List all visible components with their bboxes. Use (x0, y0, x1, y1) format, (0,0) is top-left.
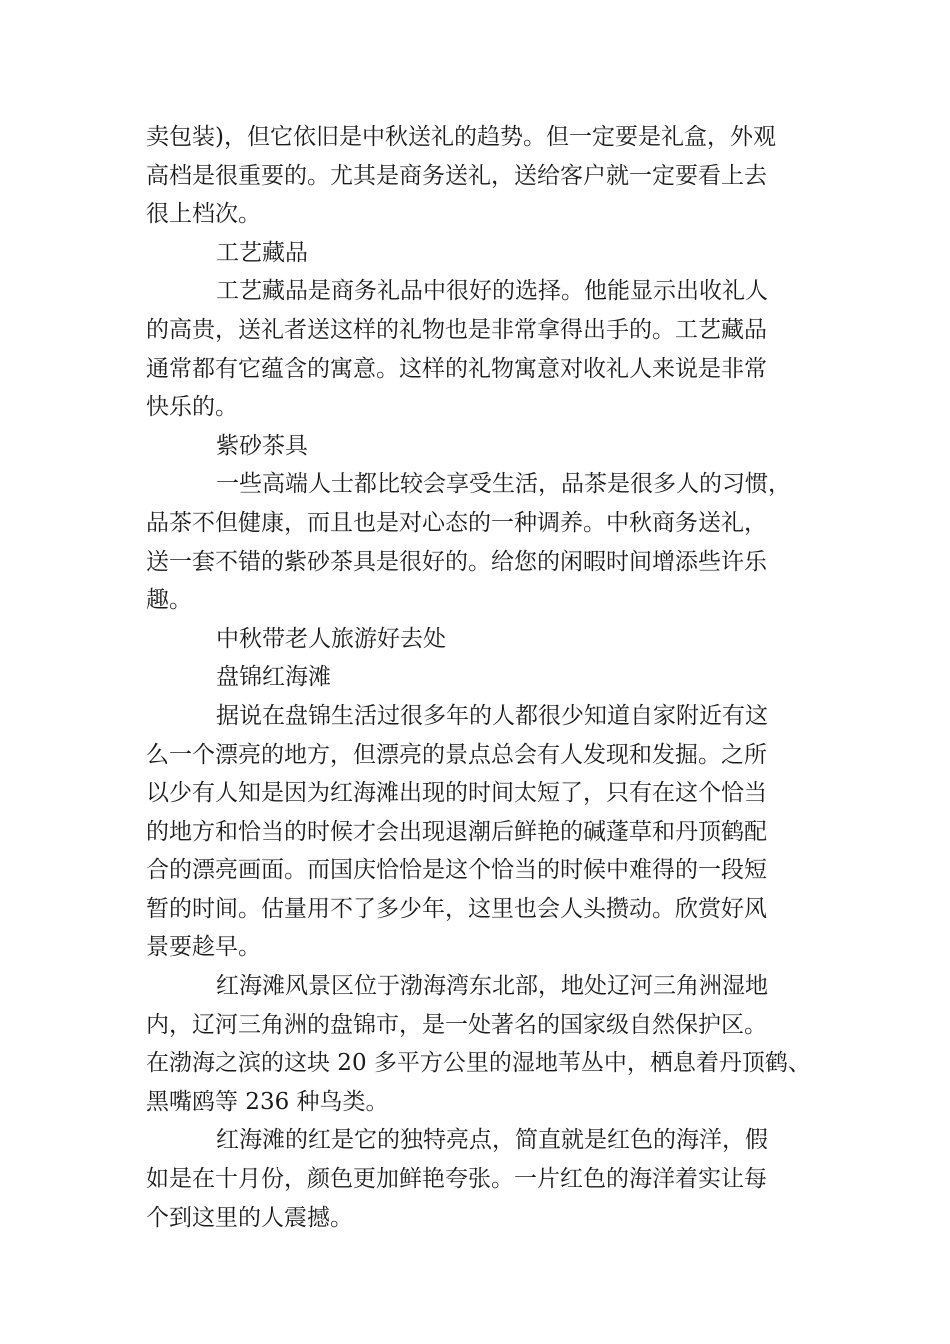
text-line: 通常都有它蕴含的寓意。这样的礼物寓意对收礼人来说是非常 (146, 355, 767, 382)
text-line: 在渤海之滨的这块 20 多平方公里的湿地苇丛中，栖息着丹顶鹤、 (146, 1050, 811, 1077)
text-line: 的高贵，送礼者送这样的礼物也是非常拿得出手的。工艺藏品 (146, 316, 767, 343)
text-line: 卖包装)，但它依旧是中秋送礼的趋势。但一定要是礼盒，外观 (146, 124, 776, 150)
text-line: 暂的时间。估量用不了多少年，这里也会人头攒动。欣赏好风 (146, 895, 767, 922)
text-line: 如是在十月份，颜色更加鲜艳夸张。一片红色的海洋着实让每 (146, 1166, 767, 1193)
text-line: 个到这里的人震撼。 (146, 1204, 353, 1231)
text-line: 景要趁早。 (146, 934, 261, 961)
text-line: 以少有人知是因为红海滩出现的时间太短了，只有在这个恰当 (146, 780, 767, 807)
text-line: 品茶不但健康，而且也是对心态的一种调养。中秋商务送礼， (146, 509, 767, 536)
document-body-text (146, 118, 811, 1237)
paragraph-first-line: 一些高端人士都比较会享受生活，品茶是很多人的习惯， (216, 471, 791, 498)
section-heading: 紫砂茶具 (216, 432, 308, 459)
text-line: 的地方和恰当的时候才会出现退潮后鲜艳的碱蓬草和丹顶鹤配 (146, 818, 767, 845)
paragraph-first-line: 红海滩的红是它的独特亮点，简直就是红色的海洋，假 (216, 1127, 768, 1154)
section-heading: 盘锦红海滩 (216, 664, 331, 691)
text-line: 趣。 (146, 587, 192, 614)
text-line: 内，辽河三角洲的盘锦市，是一处著名的国家级自然保护区。 (146, 1011, 767, 1038)
text-line: 快乐的。 (146, 394, 238, 421)
paragraph-first-line: 红海滩风景区位于渤海湾东北部，地处辽河三角洲湿地 (216, 973, 768, 1000)
text-line: 合的漂亮画面。而国庆恰恰是这个恰当的时候中难得的一段短 (146, 857, 767, 884)
paragraph-first-line: 据说在盘锦生活过很多年的人都很少知道自家附近有这 (216, 702, 768, 729)
text-line: 很上档次。 (146, 201, 261, 228)
text-line: 黑嘴鸥等 236 种鸟类。 (146, 1088, 389, 1115)
paragraph-first-line: 工艺藏品是商务礼品中很好的选择。他能显示出收礼人 (216, 278, 768, 305)
text-line: 么一个漂亮的地方，但漂亮的景点总会有人发现和发掘。之所 (146, 741, 767, 768)
text-line: 送一套不错的紫砂茶具是很好的。给您的闲暇时间增添些许乐 (146, 548, 767, 575)
section-heading: 工艺藏品 (216, 239, 308, 266)
text-line: 高档是很重要的。尤其是商务送礼，送给客户就一定要看上去 (146, 162, 767, 189)
section-heading: 中秋带老人旅游好去处 (216, 625, 446, 652)
